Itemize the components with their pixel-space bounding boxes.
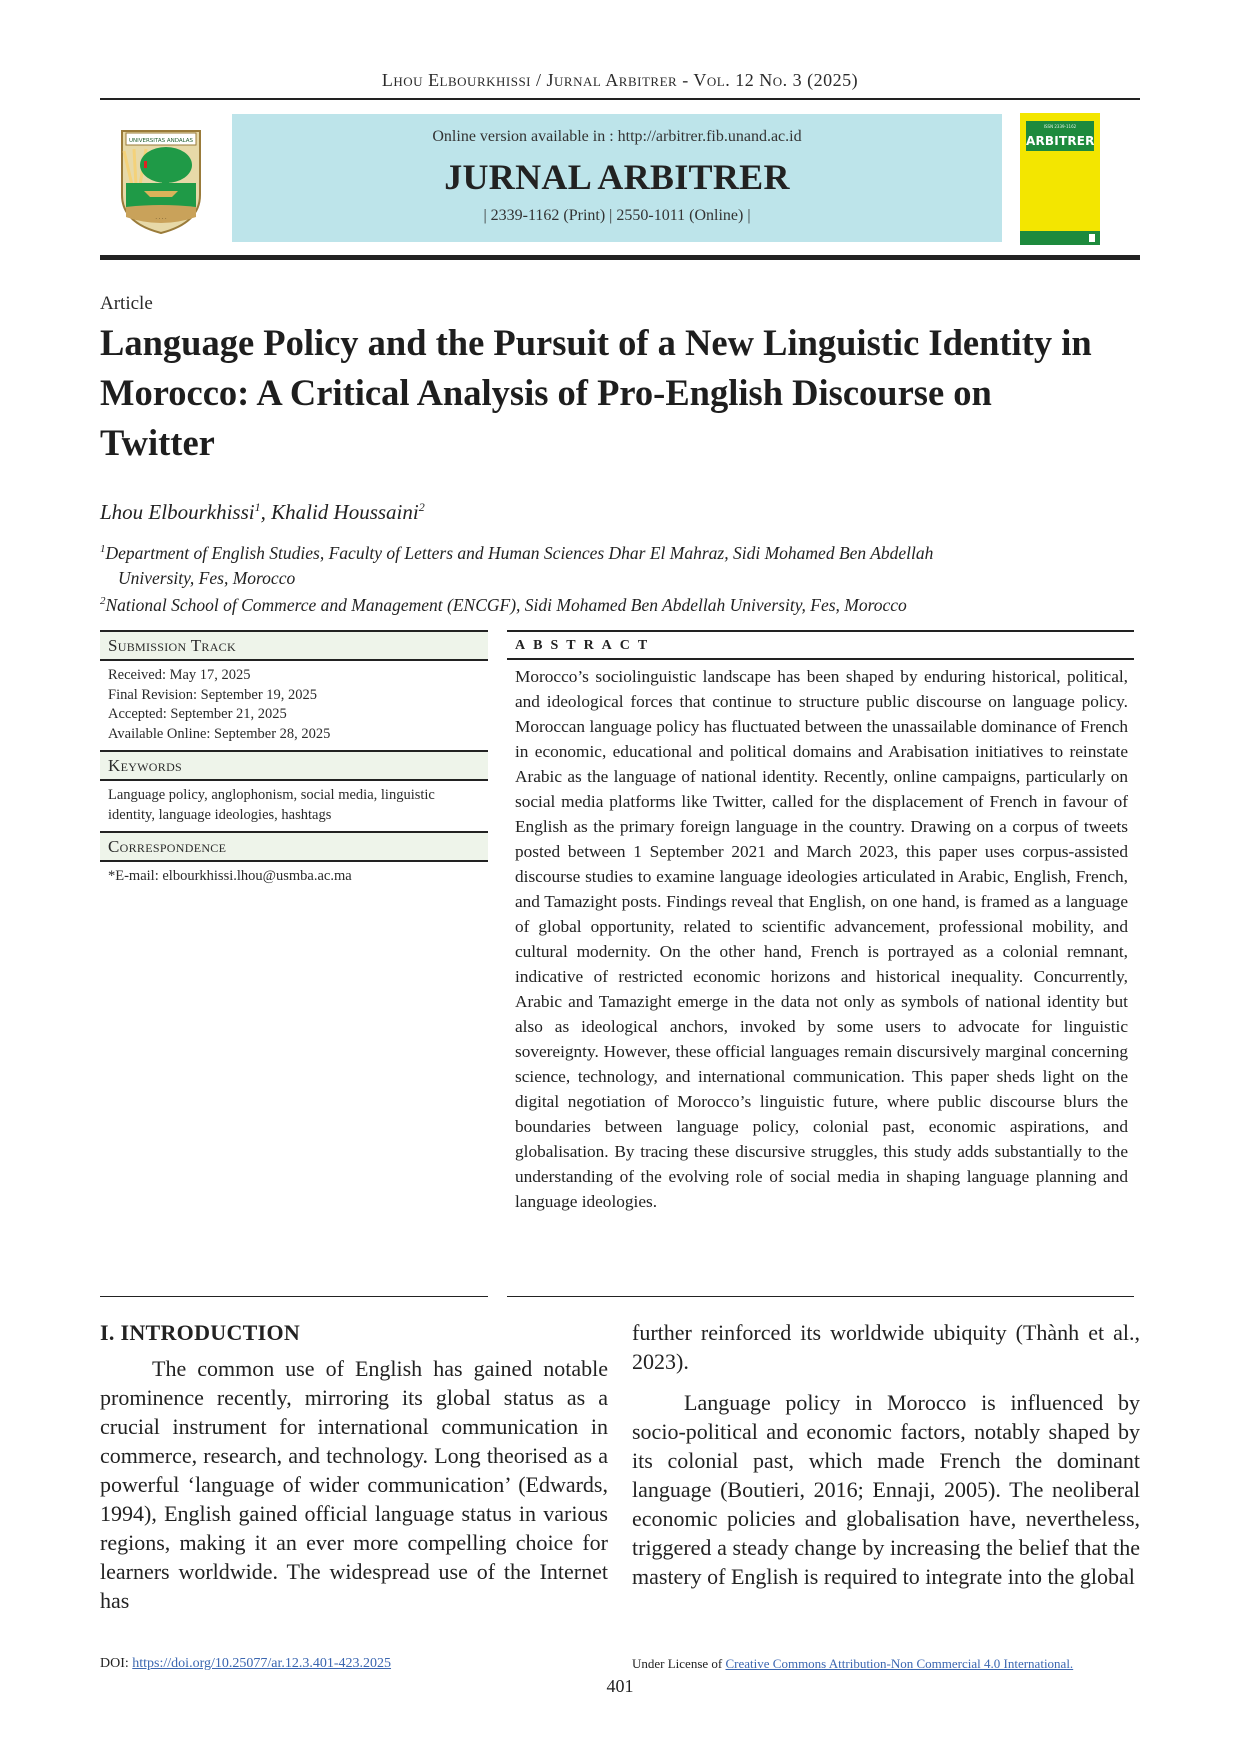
affiliation-line: Department of English Studies, Faculty of Letters and Human Sciences Dhar El Mahraz, Sidi Mohamed Ben Abdellah bbox=[105, 542, 934, 563]
cover-small-text: ISSN 2339-1162 bbox=[1043, 124, 1077, 129]
doi-link[interactable]: https://doi.org/10.25077/ar.12.3.401-423.2025 bbox=[132, 1656, 392, 1671]
keywords-heading: Keywords bbox=[100, 750, 488, 781]
keywords-text: Language policy, anglophonism, social media, linguistic identity, language ideologies, hashtags bbox=[108, 787, 435, 823]
journal-cover-thumbnail bbox=[1020, 113, 1100, 245]
submission-track-heading: Submission Track bbox=[100, 630, 488, 661]
intro-paragraph-1-continued: further reinforced its worldwide ubiquity (Thành et al., 2023). bbox=[632, 1320, 1140, 1374]
cover-footer-band bbox=[1020, 231, 1100, 245]
intro-paragraph-1: The common use of English has gained notable prominence recently, mirroring its global status as a crucial instrument for international communication in commerce, research, and technology. Long theorised as a powerful ‘language of wider communication’ (Edwards, 1994), English gained official language status in various regions, making it an ever more compelling choice for learners worldwide. The widespread use of the Internet has bbox=[100, 1356, 608, 1613]
issn-line: | 2339-1162 (Print) | 2550-1011 (Online) | bbox=[483, 207, 751, 224]
final-revision-date: Final Revision: September 19, 2025 bbox=[108, 686, 318, 703]
abstract-heading: ABSTRACT bbox=[507, 630, 1134, 660]
introduction-heading: I. INTRODUCTION bbox=[100, 1320, 301, 1345]
affiliation-line: University, Fes, Morocco bbox=[118, 567, 296, 588]
article-info-box bbox=[100, 630, 488, 893]
correspondence-email: *E-mail: elbourkhissi.lhou@usmba.ac.ma bbox=[108, 868, 352, 884]
abstract-bottom-rule bbox=[507, 1296, 1134, 1297]
license-label: Under License of bbox=[632, 1656, 726, 1671]
received-date: Received: May 17, 2025 bbox=[108, 667, 251, 683]
cover-title-band bbox=[1026, 121, 1094, 151]
author-sup: 1 bbox=[254, 500, 261, 514]
journal-name: JURNAL ARBITRER bbox=[444, 157, 790, 197]
cover-title: ARBITRER bbox=[1026, 134, 1095, 148]
doi-line bbox=[100, 1656, 391, 1672]
journal-banner bbox=[232, 114, 1002, 242]
correspondence-heading: Correspondence bbox=[100, 831, 488, 862]
publisher-mark-icon bbox=[1089, 234, 1095, 242]
university-logo bbox=[118, 125, 204, 235]
submission-track-list bbox=[100, 661, 488, 750]
affiliation-line: National School of Commerce and Management (ENCGF), Sidi Mohamed Ben Abdellah University, Fes, Morocco bbox=[105, 594, 907, 615]
affiliation-sup: 1 bbox=[100, 543, 106, 555]
abstract-text: Morocco’s sociolinguistic landscape has been shaped by enduring historical, political, and ideological forces that continue to structure public discourse on language policy. Moroccan language policy has fluctuated between the unassailable dominance of French in economic, educational and political domains and Arabisation initiatives to reinstate Arabic as the language of national identity. Recently, online campaigns, particularly on social media platforms like Twitter, called for the displacement of French in favour of English as the primary foreign language in the country. Drawing on a corpus of tweets posted between 1 September 2021 and March 2023, this paper uses corpus-assisted discourse studies to examine language ideologies articulated in Arabic, English, French, and Tamazight posts. Findings reveal that English, on one hand, is framed as a language of global opportunity, related to scientific advancement, professional mobility, and cultural modernity. On the other hand, French is portrayed as a colonial remnant, indicative of restricted economic horizons and historical inequality. Concurrently, Arabic and Tamazight emerge in the data not only as symbols of national identity but also as ideological anchors, invoked by some users to advocate for linguistic sovereignty. However, these official languages remain discursively marginal concerning science, technology, and international communication. This paper sheds light on the digital negotiation of Morocco’s linguistic future, where public discourse blurs the boundaries between language policy, colonial past, economic aspirations, and globalisation. By tracing these discursive struggles, this study adds substantially to the understanding of the evolving role of social media in shaping language planning and language ideologies. bbox=[515, 667, 1128, 1211]
license-line bbox=[632, 1656, 1073, 1672]
license-link[interactable]: Creative Commons Attribution-Non Commercial 4.0 International. bbox=[725, 1656, 1074, 1671]
article-title: Language Policy and the Pursuit of a New Linguistic Identity in Morocco: A Critical Analysis of Pro-English Discourse on Twitter bbox=[100, 322, 1092, 463]
university-crest-icon bbox=[118, 125, 204, 235]
affiliation-sup: 2 bbox=[100, 595, 106, 607]
body-column-left bbox=[100, 1354, 608, 1615]
author-name: Lhou Elbourkhissi bbox=[100, 500, 255, 524]
logo-text: UNIVERSITAS ANDALAS bbox=[128, 138, 194, 144]
running-header: Lhou Elbourkhissi / Jurnal Arbitrer - Vol. 12 No. 3 (2025) bbox=[381, 70, 859, 90]
affiliation-1 bbox=[100, 537, 1140, 591]
article-type-label: Article bbox=[100, 293, 153, 314]
doi-label: DOI: bbox=[100, 1656, 133, 1671]
body-column-right bbox=[632, 1318, 1140, 1591]
author-list: Lhou Elbourkhissi$^1$, Khalid Houssaini$^2$ bbox=[100, 500, 425, 524]
accepted-date: Accepted: September 21, 2025 bbox=[108, 706, 287, 722]
available-online-date: Available Online: September 28, 2025 bbox=[108, 725, 331, 742]
svg-text:. . . .: . . . . bbox=[155, 215, 167, 221]
affiliation-2 bbox=[100, 589, 1140, 618]
abstract-section bbox=[507, 630, 1134, 1214]
intro-paragraph-2: Language policy in Morocco is influenced by socio-political and economic factors, notably shaped by its colonial past, which made French the dominant language (Boutieri, 2016; Ennaji, 2005). The neoliberal economic policies and globalisation have, nevertheless, triggered a steady change by increasing the belief that the mastery of English is required to integrate into the global bbox=[632, 1390, 1140, 1589]
page-number: 401 bbox=[606, 1676, 634, 1696]
infobox-bottom-rule bbox=[100, 1296, 488, 1297]
masthead-rule bbox=[100, 255, 1140, 260]
author-name: Khalid Houssaini bbox=[271, 500, 419, 524]
header-rule bbox=[100, 98, 1140, 100]
author-sup: 2 bbox=[418, 500, 425, 514]
online-version-text: Online version available in : http://arbitrer.fib.unand.ac.id bbox=[432, 128, 802, 145]
